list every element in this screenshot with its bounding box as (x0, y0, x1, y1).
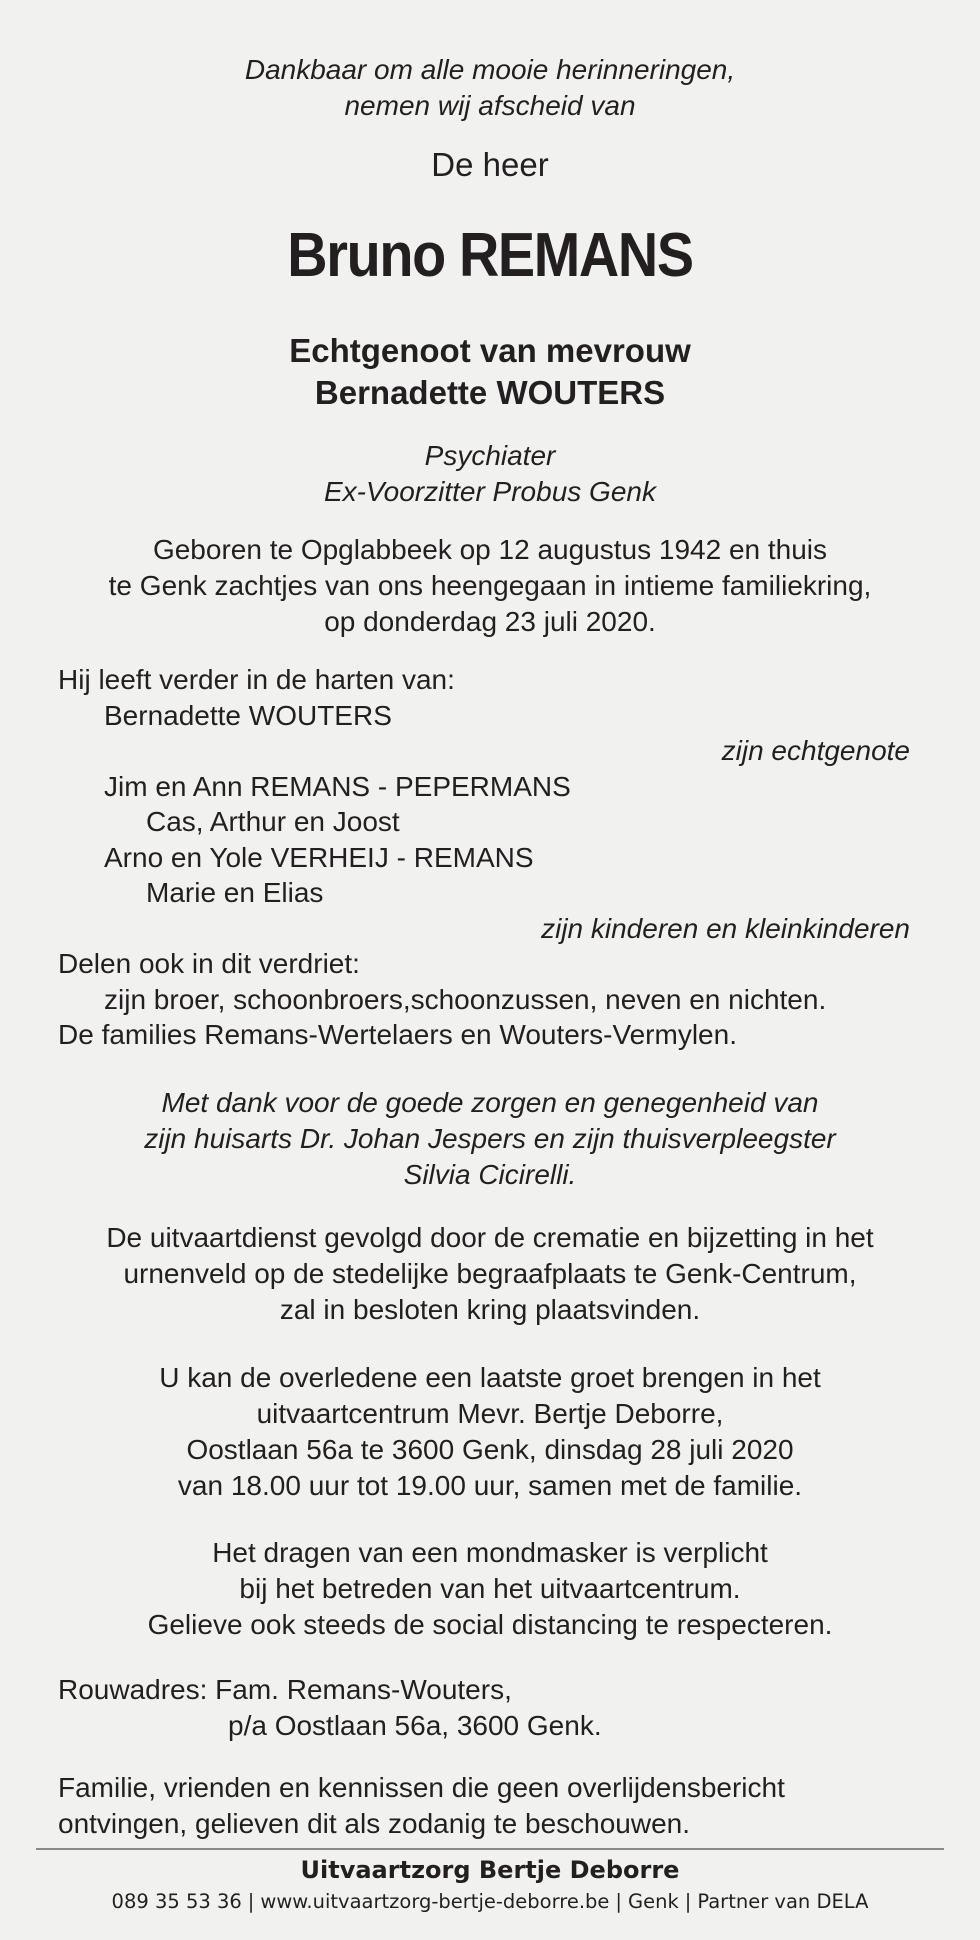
birth-death-line: Geboren te Opglabbeek op 12 augustus 1942 en thuis (152, 534, 828, 565)
children-role: zijn kinderen en kleinkinderen (541, 912, 910, 944)
spouse-line: Echtgenoot van mevrouw (289, 332, 691, 369)
footer-phone: 089 35 53 36 (111, 1890, 242, 1913)
survivors-heading: Hij leeft verder in de harten van: (58, 664, 455, 695)
title-line: Ex-Voorzitter Probus Genk (324, 476, 656, 507)
deceased-name: Bruno REMANS (287, 221, 693, 290)
birth-death-text (0, 532, 980, 640)
notice-line: Familie, vrienden en kennissen die geen overlijdensbericht (58, 1772, 785, 1803)
service-line: zal in besloten kring plaatsvinden. (279, 1294, 701, 1325)
spouse-name: Bernadette WOUTERS (104, 699, 392, 731)
mask-notice-line: bij het betreden van het uitvaartcentrum. (239, 1573, 741, 1604)
footer-partner: Partner van DELA (697, 1890, 869, 1913)
spouse-role: zijn echtgenote (721, 735, 910, 766)
grandchildren: Cas, Arthur en Joost (146, 806, 400, 837)
share-heading: Delen ook in dit verdriet: (58, 948, 360, 979)
spouse-line: Bernadette WOUTERS (314, 374, 666, 411)
visitation-line: Oostlaan 56a te 3600 Genk, dinsdag 28 juli 2020 (186, 1434, 794, 1465)
birth-death-line: op donderdag 23 juli 2020. (324, 606, 656, 637)
salutation: De heer (431, 146, 549, 183)
address-line: p/a Oostlaan 56a, 3600 Genk. (228, 1710, 602, 1741)
child-family: Jim en Ann REMANS - PEPERMANS (104, 770, 571, 802)
footer-contact-line (0, 1888, 980, 1916)
visitation-line: van 18.00 uur tot 19.00 uur, samen met de familie. (177, 1470, 803, 1501)
gratitude-text (0, 1085, 980, 1193)
gratitude-line: Silvia Cicirelli. (403, 1159, 577, 1190)
service-line: urnenveld op de stedelijke begraafplaats te Genk-Centrum, (123, 1258, 857, 1289)
mask-notice-line: Gelieve ook steeds de social distancing te respecteren. (147, 1609, 833, 1640)
footer-company-name: Uitvaartzorg Bertje Deborre (300, 1856, 680, 1884)
mask-notice-line: Het dragen van een mondmasker is verplicht (212, 1537, 768, 1568)
footer-separator: | (247, 1890, 255, 1913)
mask-notice-text (0, 1535, 980, 1643)
relatives-line: zijn broer, schoonbroers,schoonzussen, neven en nichten. (104, 983, 827, 1015)
gratitude-line: Met dank voor de goede zorgen en genegenheid van (161, 1087, 819, 1118)
grandchildren: Marie en Elias (146, 877, 324, 908)
mourning-address (0, 1672, 980, 1744)
footer-separator: | (615, 1890, 622, 1913)
intro-line: nemen wij afscheid van (344, 90, 636, 121)
visitation-line: U kan de overledene een laatste groet brengen in het (159, 1362, 821, 1393)
intro-line: Dankbaar om alle mooie herinneringen, (244, 54, 736, 85)
funeral-service-text (0, 1220, 980, 1328)
footer-separator: | (684, 1890, 692, 1913)
service-line: De uitvaartdienst gevolgd door de crematie en bijzetting in het (106, 1222, 874, 1253)
visitation-line: uitvaartcentrum Mevr. Bertje Deborre, (256, 1398, 724, 1429)
notice-line: ontvingen, gelieven dit als zodanig te beschouwen. (58, 1808, 690, 1839)
no-letter-notice (58, 1770, 938, 1842)
birth-death-line: te Genk zachtjes van ons heengegaan in intieme familiekring, (108, 570, 872, 601)
footer-divider (36, 1848, 944, 1850)
professional-titles (0, 438, 980, 510)
survivors-list (0, 662, 980, 1053)
visitation-text (0, 1360, 980, 1504)
title-line: Psychiater (424, 440, 556, 471)
families-line: De families Remans-Wertelaers en Wouters-Vermylen. (58, 1019, 737, 1050)
spouse-block (0, 330, 980, 414)
footer-website-link[interactable]: www.uitvaartzorg-bertje-deborre.be (260, 1890, 610, 1913)
intro-text (0, 52, 980, 124)
gratitude-line: zijn huisarts Dr. Johan Jespers en zijn thuisverpleegster (144, 1123, 836, 1154)
footer-city: Genk (628, 1890, 679, 1913)
address-line: Rouwadres: Fam. Remans-Wouters, (58, 1674, 512, 1705)
child-family: Arno en Yole VERHEIJ - REMANS (104, 841, 534, 873)
